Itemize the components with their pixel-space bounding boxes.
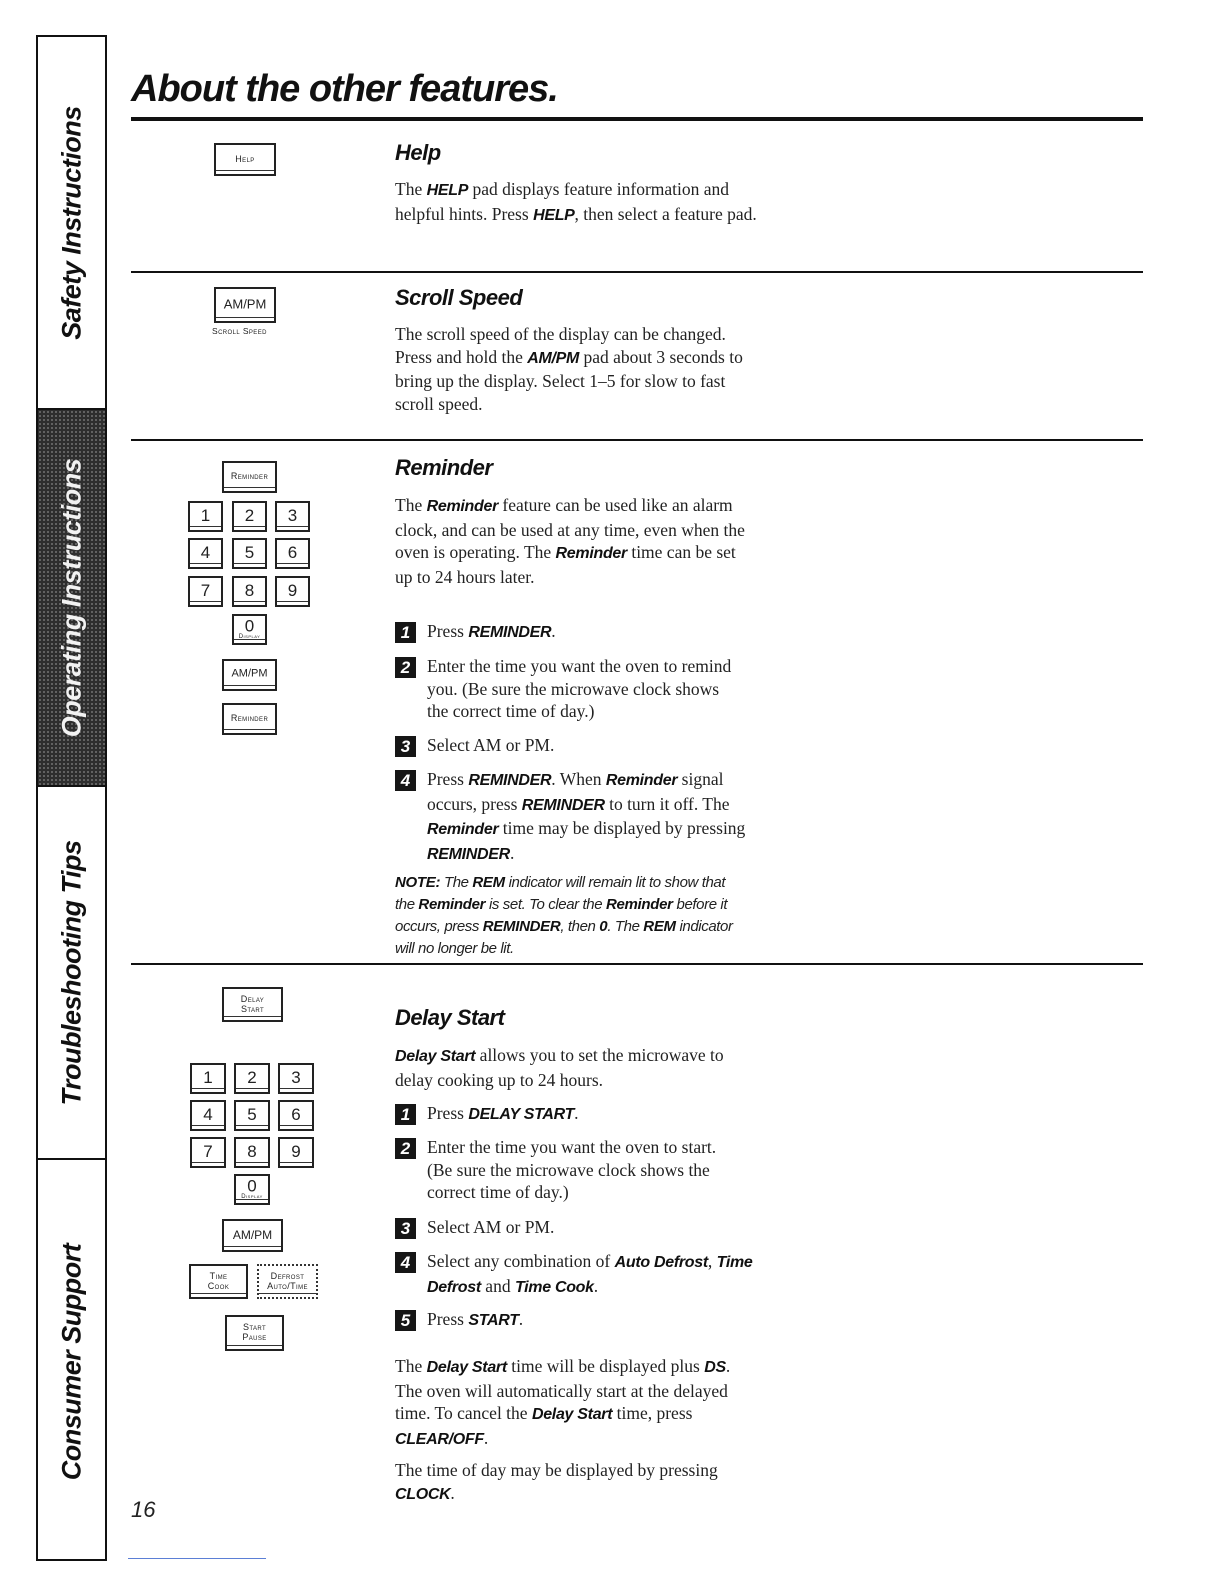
- key-1-icon: 1: [188, 501, 223, 532]
- step-text: Enter the time you want the oven to remind you. (Be sure the microwave clock shows the correct time of day.): [427, 656, 732, 721]
- start-pause-pad-icon: Start Pause: [225, 1315, 284, 1351]
- help-description: The HELP pad displays feature information and helpful hints. Press HELP, then select a feature pad.: [395, 179, 757, 224]
- step-number-badge: 4: [395, 770, 416, 791]
- reminder-note: NOTE: The REM indicator will remain lit to show that the Reminder is set. To clear the Reminder before it occurs, press REMINDER, then 0. The REM indicator will no longer be lit.: [395, 874, 733, 957]
- step-text: Select AM or PM.: [427, 1217, 555, 1237]
- tab-label: Troubleshooting Tips: [56, 840, 86, 1105]
- key-9-icon: 9: [275, 576, 310, 607]
- tab-operating-instructions[interactable]: [38, 410, 105, 787]
- delay-start-description: Delay Start allows you to set the microwave to delay cooking up to 24 hours.: [395, 1045, 724, 1090]
- reminder-section-title: Reminder: [395, 455, 493, 480]
- step-text: Press REMINDER.: [427, 621, 556, 641]
- side-tab-bar: [36, 35, 107, 1561]
- key-8-icon: 8: [232, 576, 267, 607]
- key-6-icon: 6: [275, 538, 310, 569]
- defrost-pad-icon: Defrost Auto/Time: [257, 1264, 318, 1299]
- help-pad-icon: Help: [214, 143, 276, 176]
- page-number: 16: [131, 1497, 156, 1522]
- ampm-pad-icon: AM/PM: [222, 659, 277, 691]
- delay-start-clock-info: The time of day may be displayed by pressing CLOCK.: [395, 1460, 718, 1503]
- tab-troubleshooting-tips[interactable]: [38, 787, 105, 1160]
- page-title: About the other features.: [131, 68, 558, 110]
- step-text: Press START.: [427, 1309, 524, 1329]
- key-4-icon: 4: [190, 1100, 226, 1131]
- tab-label: Consumer Support: [56, 1243, 86, 1480]
- key-2-icon: 2: [232, 501, 267, 532]
- step-text: Select AM or PM.: [427, 735, 555, 755]
- key-8-icon: 8: [234, 1137, 270, 1168]
- reminder-pad-icon: Reminder: [222, 461, 277, 493]
- section-divider: [131, 271, 1143, 273]
- key-7-icon: 7: [190, 1137, 226, 1168]
- step-number-badge: 3: [395, 1218, 416, 1239]
- tab-safety-instructions[interactable]: [38, 37, 105, 410]
- tab-label: Operating Instructions: [56, 458, 86, 737]
- tab-consumer-support[interactable]: [38, 1160, 105, 1563]
- key-5-icon: 5: [234, 1100, 270, 1131]
- delay-start-display-info: The Delay Start time will be displayed plus DS. The oven will automatically start at the delayed time. To cancel the Delay Start time, press CLEAR/OFF.: [395, 1356, 731, 1448]
- footer-link-underline: [128, 1558, 266, 1559]
- step-number-badge: 3: [395, 736, 416, 757]
- step-number-badge: 5: [395, 1310, 416, 1331]
- scroll-speed-section-title: Scroll Speed: [395, 285, 523, 310]
- ampm-pad-icon: AM/PM: [214, 287, 276, 323]
- step-text: Press REMINDER. When Reminder signal occurs, press REMINDER to turn it off. The Reminder time may be displayed by pressing REMINDER.: [427, 769, 746, 863]
- step-number-badge: 1: [395, 622, 416, 643]
- time-cook-pad-icon: Time Cook: [189, 1264, 248, 1299]
- key-3-icon: 3: [278, 1063, 314, 1094]
- help-section-title: Help: [395, 140, 441, 165]
- step-number-badge: 2: [395, 657, 416, 678]
- section-divider: [131, 963, 1143, 965]
- key-7-icon: 7: [188, 576, 223, 607]
- step-number-badge: 2: [395, 1138, 416, 1159]
- step-text: Press DELAY START.: [427, 1103, 579, 1123]
- scroll-speed-caption: Scroll Speed: [212, 326, 267, 336]
- scroll-speed-description: The scroll speed of the display can be changed. Press and hold the AM/PM pad about 3 seconds to bring up the display. Select 1–5 for slow to fast scroll speed.: [395, 324, 743, 414]
- title-rule: [131, 117, 1143, 121]
- step-number-badge: 1: [395, 1104, 416, 1125]
- key-4-icon: 4: [188, 538, 223, 569]
- key-9-icon: 9: [278, 1137, 314, 1168]
- step-text: Enter the time you want the oven to start. (Be sure the microwave clock shows the correct time of day.): [427, 1137, 717, 1202]
- key-3-icon: 3: [275, 501, 310, 532]
- delay-start-pad-icon: Delay Start: [222, 987, 283, 1022]
- tab-label: Safety Instructions: [56, 105, 86, 340]
- reminder-description: The Reminder feature can be used like an alarm clock, and can be used at any time, even when the oven is operating. The Reminder time can be set up to 24 hours later.: [395, 495, 745, 587]
- ampm-pad-icon: AM/PM: [222, 1219, 283, 1252]
- key-0-icon: 0 Display: [234, 1174, 270, 1205]
- section-divider: [131, 439, 1143, 441]
- key-6-icon: 6: [278, 1100, 314, 1131]
- key-0-icon: 0 Display: [232, 614, 267, 645]
- key-5-icon: 5: [232, 538, 267, 569]
- reminder-pad-icon: Reminder: [222, 703, 277, 735]
- delay-start-section-title: Delay Start: [395, 1005, 505, 1030]
- key-1-icon: 1: [190, 1063, 226, 1094]
- key-2-icon: 2: [234, 1063, 270, 1094]
- step-text: Select any combination of Auto Defrost, Time Defrost and Time Cook.: [427, 1251, 753, 1296]
- step-number-badge: 4: [395, 1252, 416, 1273]
